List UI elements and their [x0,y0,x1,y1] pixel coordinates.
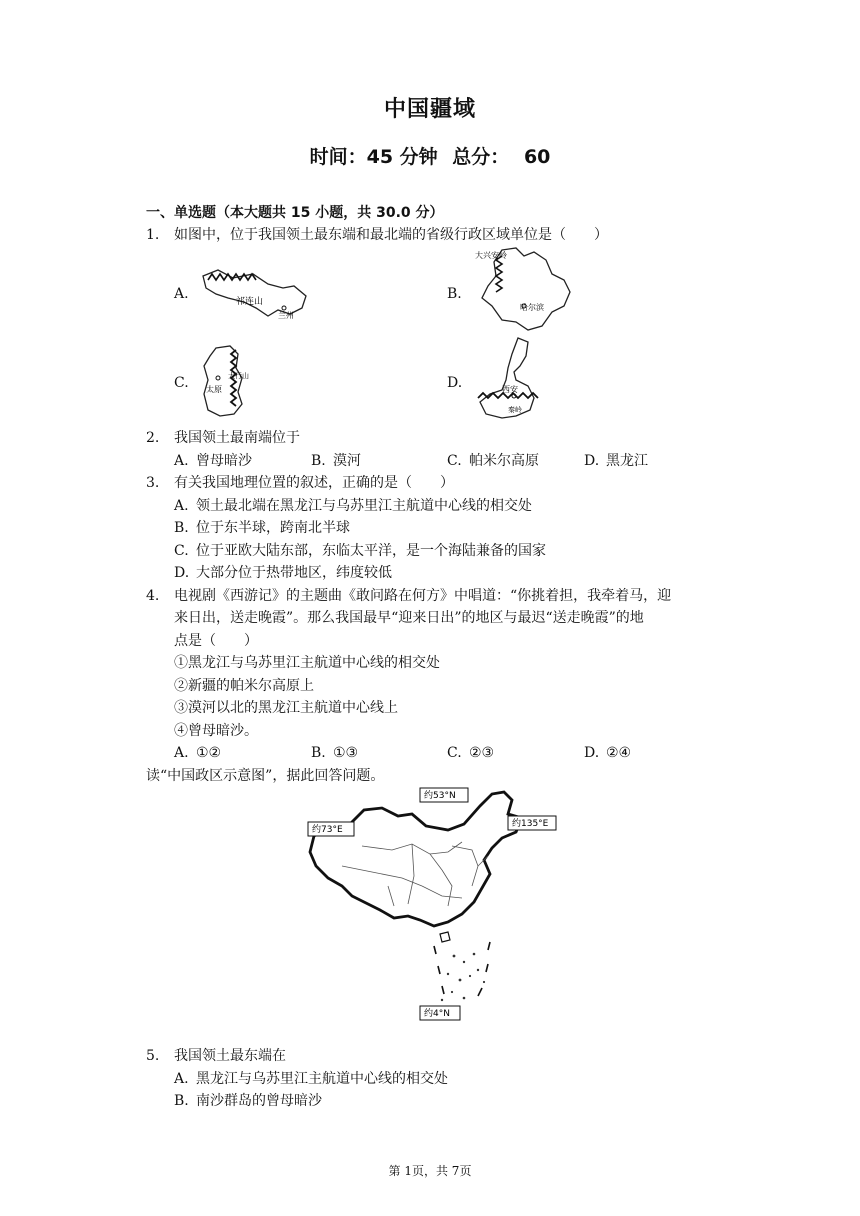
question-number: 4. [146,588,160,604]
question-stem-line-2: 来日出，送走晚霞”。那么我国最早“迎来日出”的地区与最迟“送走晚霞”的地 [174,610,644,626]
q3-option-d [174,562,392,584]
exam-info [0,142,860,169]
question-stem: 有关我国地理位置的叙述，正确的是（ ） [174,475,454,491]
option-letter: A. [174,1071,189,1087]
option-text: 领土最北端在黑龙江与乌苏里江主航道中心线的相交处 [196,498,532,514]
q3-option-a [174,495,532,517]
option-letter: A. [174,453,189,469]
q2-option-b [311,450,361,472]
question-number: 3. [146,475,160,491]
option-text: 黑龙江 [606,453,648,469]
option-text: ①③ [333,745,359,761]
option-letter: D. [584,745,600,761]
option-letter: C. [447,453,462,469]
option-letter: B. [311,453,326,469]
option-letter: A. [174,745,189,761]
question-stem-line-3: 点是（ ） [174,633,258,649]
option-text: ②④ [606,745,632,761]
q4-option-a [174,742,221,764]
q4-option-b [311,742,358,764]
option-letter: B. [174,1093,189,1109]
map-label-lanzhou: 兰州 [278,311,294,320]
question-stem: 如图中，位于我国领土最东端和最北端的省级行政区域单位是（ ） [174,227,608,243]
question-number: 5. [146,1048,160,1064]
option-letter: A. [174,498,189,514]
score-label: 总分： [452,146,510,168]
q4-option-c [447,742,494,764]
q2-option-c [447,450,539,472]
map-label-qilian: 祁连山 [236,297,264,307]
mountain-range-icon [496,256,502,292]
option-letter: C. [174,543,189,559]
question-stem-line-1: 电视剧《西游记》的主题曲《敢问路在何方》中唱道：“你挑着担，我牵着马，迎 [174,588,672,604]
option-text: 位于亚欧大陆东部，东临太平洋，是一个海陆兼备的国家 [196,543,546,559]
option-letter: B. [311,745,326,761]
question-5 [146,1045,286,1067]
option-letter: B. [174,520,189,536]
q2-option-a [174,450,252,472]
map-label-east: 约135°E [512,819,549,829]
option-text: 南沙群岛的曾母暗沙 [196,1093,322,1109]
q2-option-d [584,450,648,472]
q1-option-c-letter: C. [174,375,189,391]
map-label-taihang: 太行山 [228,372,249,380]
q4-item-4: ④曾母暗沙。 [174,723,258,739]
q4-option-d [584,742,631,764]
question-2 [146,427,300,449]
question-number: 2. [146,430,160,446]
page-footer: 第 1页，共 7页 [388,1164,472,1178]
map-reading-prompt: 读“中国政区示意图”，据此回答问题。 [146,768,385,784]
heilongjiang-map-figure [472,246,577,334]
q4-item-3: ③漠河以北的黑龙江主航道中心线上 [174,700,398,716]
option-text: 曾母暗沙 [196,453,252,469]
map-label-qinling: 秦岭 [508,406,522,414]
q3-option-b [174,517,350,539]
score-value: 60 [523,146,551,168]
option-text: 帕米尔高原 [469,453,539,469]
q1-option-b-letter: B. [447,286,462,302]
q5-option-b [174,1090,322,1112]
map-label-north: 约53°N [424,791,456,801]
question-stem: 我国领土最南端位于 [174,430,300,446]
option-letter: D. [174,565,190,581]
option-text: 大部分位于热带地区，纬度较低 [196,565,392,581]
q5-option-a [174,1068,448,1090]
option-text: ②③ [469,745,495,761]
question-1 [146,224,608,246]
map-label-south: 约4°N [424,1009,450,1019]
option-text: 位于东半球，跨南北半球 [196,520,350,536]
q1-option-d-letter: D. [447,375,463,391]
question-3 [146,472,454,494]
q1-option-a-letter: A. [174,286,189,302]
map-label-daxinganling: 大兴安岭 [475,251,507,260]
q4-item-1: ①黑龙江与乌苏里江主航道中心线的相交处 [174,655,440,671]
option-text: ①② [196,745,222,761]
map-label-taiyuan: 太原 [206,385,222,394]
question-4 [146,585,671,607]
question-stem: 我国领土最东端在 [174,1048,286,1064]
q3-option-c [174,540,546,562]
page-title: 中国疆域 [383,97,476,122]
option-text: 黑龙江与乌苏里江主航道中心线的相交处 [196,1071,448,1087]
time-label: 时间：45 分钟 [309,146,438,168]
map-label-harbin: 哈尔滨 [520,303,544,312]
shaanxi-map-figure [472,336,552,422]
china-political-map-figure [302,786,558,1026]
map-label-west: 约73°E [312,825,343,835]
map-label-xian: 西安 [502,385,518,394]
gansu-map-figure [198,258,313,324]
shanxi-map-figure [198,344,254,418]
option-letter: D. [584,453,600,469]
section-heading: 一、单选题（本大题共 15 小题，共 30.0 分） [146,205,444,221]
option-letter: C. [447,745,462,761]
question-number: 1. [146,227,160,243]
q4-item-2: ②新疆的帕米尔高原上 [174,678,314,694]
option-text: 漠河 [333,453,361,469]
